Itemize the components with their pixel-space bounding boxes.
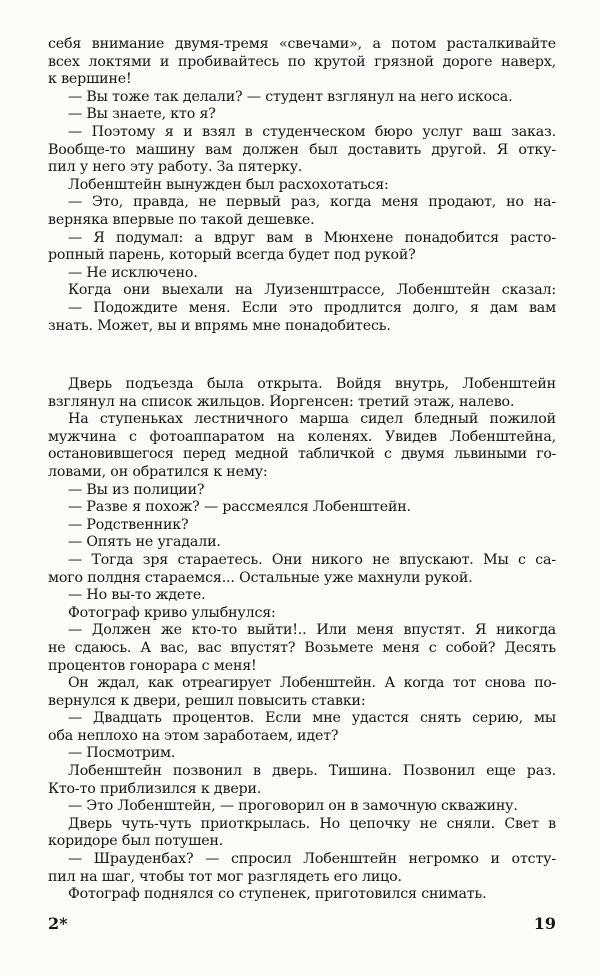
text-line: — Тогда зря стараетесь. Они никого не впускают. Мы с са- bbox=[68, 551, 556, 568]
text-line: пил у него эту работу. За пятерку. bbox=[48, 159, 303, 176]
text-line: На ступеньках лестничного марша сидел бледный пожилой bbox=[68, 411, 556, 428]
text-line: — Я подумал: а вдруг вам в Мюнхене понадобится расто- bbox=[68, 229, 556, 246]
text-line: коридоре был потушен. bbox=[48, 833, 224, 850]
text-line: — Родственник? bbox=[68, 516, 189, 533]
text-line: Лобенштейн позвонил в дверь. Тишина. Позвонил еще раз. bbox=[68, 763, 556, 780]
page-footer bbox=[48, 914, 556, 938]
text-block-part-2 bbox=[48, 376, 556, 904]
text-line: Лобенштейн вынужден был расхохотаться: bbox=[68, 176, 389, 193]
text-line: Фотограф криво улыбнулся: bbox=[68, 604, 276, 621]
text-line: себя внимание двумя-тремя «свечами», а потом расталкивайте bbox=[48, 36, 556, 52]
text-line: взглянул на список жильцов. Йоргенсен: третий этаж, налево. bbox=[48, 393, 515, 410]
text-line: — Вы тоже так делали? — студент взглянул на него искоса. bbox=[68, 88, 513, 105]
text-line: Когда они выехали на Луизенштрассе, Лобенштейн сказал: bbox=[68, 282, 556, 299]
text-line: Дверь подъезда была открыта. Войдя внутрь, Лобенштейн bbox=[68, 376, 556, 392]
text-block-part-1 bbox=[48, 36, 556, 335]
text-line: Вообще-то машину вам должен был доставить другой. Я отку- bbox=[48, 141, 556, 158]
text-line: — Это Лобенштейн, — проговорил он в замочную скважину. bbox=[68, 798, 518, 815]
text-line: — Вы из полиции? bbox=[68, 481, 205, 498]
text-line: Дверь чуть-чуть приоткрылась. Но цепочку не сняли. Свет в bbox=[68, 815, 556, 832]
page-number: 19 bbox=[533, 914, 556, 933]
text-line: — Шрауденбах? — спросил Лобенштейн негромко и отсту- bbox=[68, 851, 556, 868]
text-line: оба неплохо на этом заработаем, идет? bbox=[48, 727, 339, 744]
text-line: мужчина с фотоаппаратом на коленях. Увидев Лобенштейна, bbox=[48, 428, 556, 445]
text-line: — Опять не угадали. bbox=[68, 534, 221, 551]
text-line: знать. Может, вы и впрямь мне понадобитесь. bbox=[48, 317, 391, 334]
text-line: ропный парень, который всегда будет под рукой? bbox=[48, 247, 416, 264]
text-line: мого полдня стараемся... Остальные уже махнули рукой. bbox=[48, 569, 473, 586]
text-line: к вершине! bbox=[48, 71, 132, 88]
text-line: пил на шаг, чтобы тот мог разглядеть его лицо. bbox=[48, 868, 402, 885]
text-line: — Двадцать процентов. Если мне удастся снять серию, мы bbox=[68, 710, 556, 727]
text-line: Кто-то приблизился к двери. bbox=[48, 780, 262, 797]
text-line: Он ждал, как отреагирует Лобенштейн. А когда тот снова по- bbox=[68, 675, 556, 692]
text-line: остановившегося перед медной табличкой с двумя львиными го- bbox=[48, 446, 556, 463]
text-line: — Но вы-то ждете. bbox=[68, 587, 206, 604]
signature-mark: 2* bbox=[48, 914, 68, 933]
text-line: — Не исключено. bbox=[68, 264, 198, 281]
text-line: — Поэтому я и взял в студенческом бюро услуг ваш заказ. bbox=[68, 123, 556, 140]
text-line: — Это, правда, не первый раз, когда меня продают, но на- bbox=[68, 194, 556, 211]
text-line: всех локтями и пробивайтесь по крутой грязной дороге наверх, bbox=[48, 53, 556, 70]
text-line: вернулся к двери, решил повысить ставки: bbox=[48, 692, 366, 709]
text-line: процентов гонорара с меня! bbox=[48, 657, 257, 674]
text-line: ловами, он обратился к нему: bbox=[48, 463, 268, 480]
text-line: — Посмотрим. bbox=[68, 745, 176, 762]
text-line: — Разве я похож? — рассмеялся Лобенштейн. bbox=[68, 499, 411, 516]
text-line: верняка впервые по такой дешевке. bbox=[48, 211, 315, 228]
text-line: — Вы знаете, кто я? bbox=[68, 106, 216, 123]
text-line: — Должен же кто-то выйти!.. Или меня впустят. Я никогда bbox=[68, 622, 556, 639]
text-line: не сдаюсь. А вас, вас впустят? Возьмете меня с собой? Десять bbox=[48, 639, 556, 656]
text-line: Фотограф поднялся со ступенек, приготовился снимать. bbox=[68, 886, 487, 903]
text-line: — Подождите меня. Если это продлится долго, я дам вам bbox=[68, 299, 556, 316]
